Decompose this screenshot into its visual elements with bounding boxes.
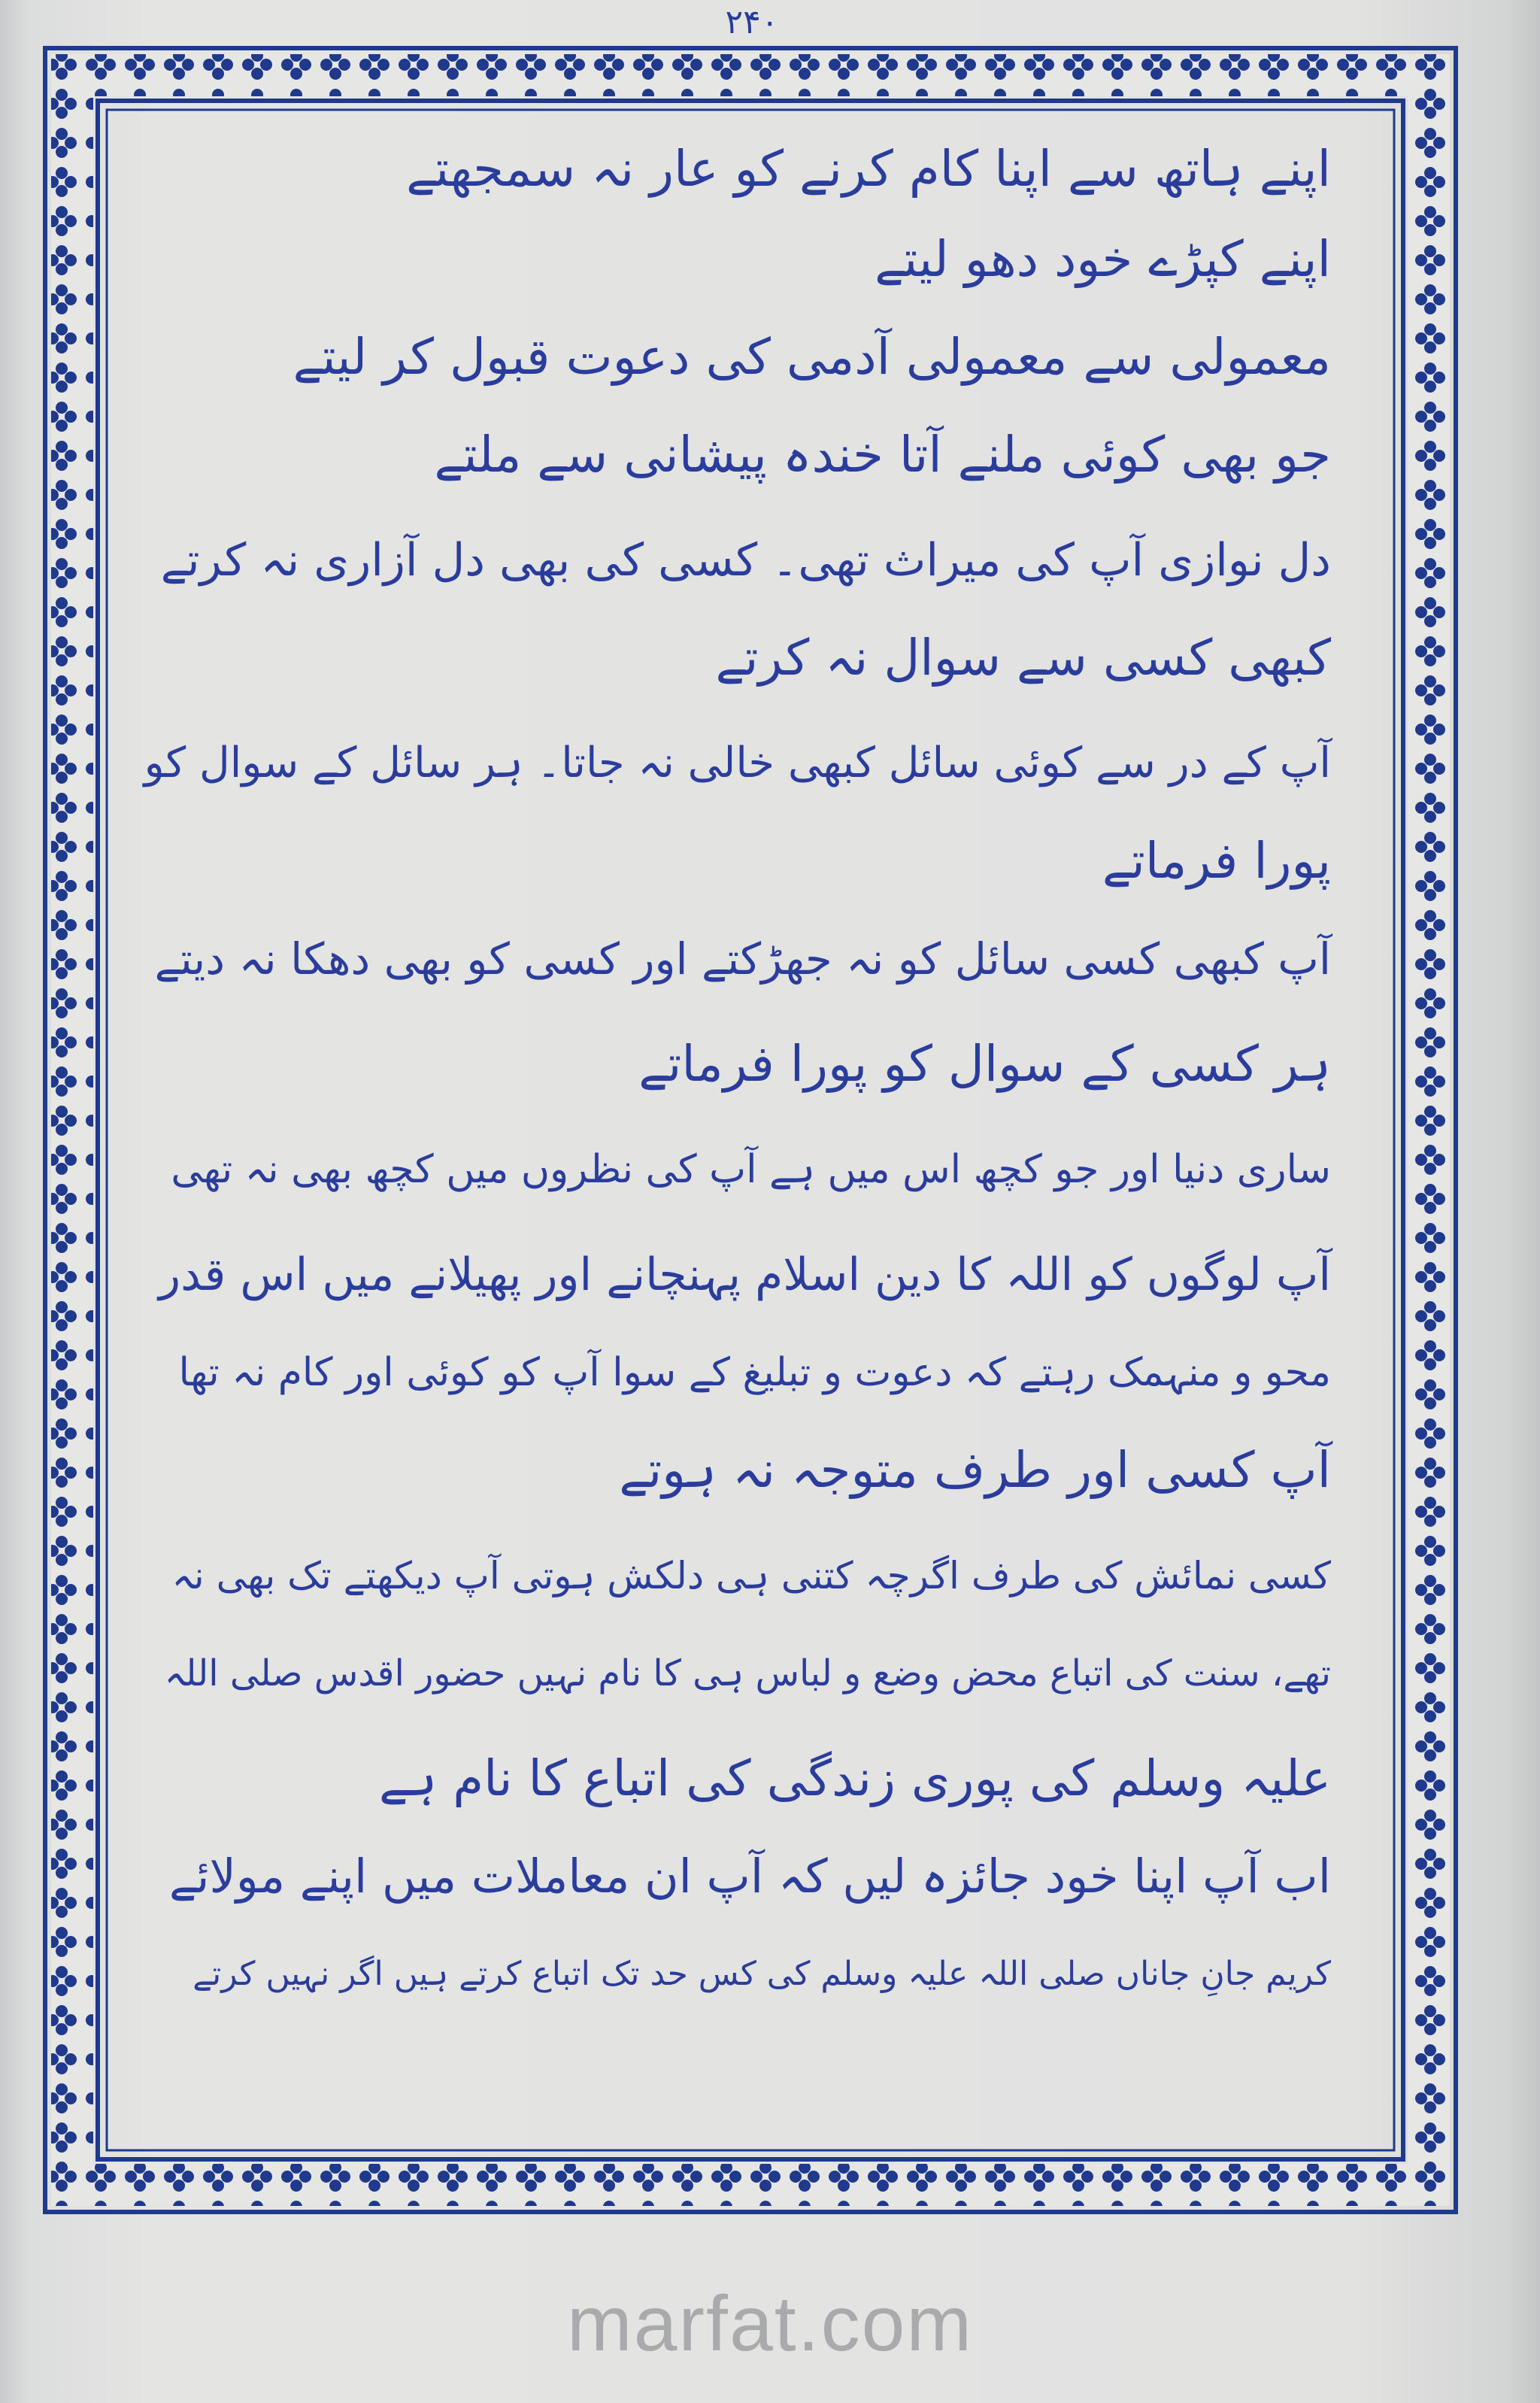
text-line: آپ کسی اور طرف متوجہ نہ ہوتے [619,1441,1331,1499]
text-line: جو بھی کوئی ملنے آتا خندہ پیشانی سے ملتے [434,426,1331,484]
text-line: آپ کے در سے کوئی سائل کبھی خالی نہ جاتا۔ ہر سائل کے سوال کو [144,739,1331,787]
text-line: معمولی سے معمولی آدمی کی دعوت قبول کر لیتے [293,328,1331,386]
text-line: اپنے ہاتھ سے اپنا کام کرنے کو عار نہ سمجھتے [406,140,1331,198]
text-line: کسی نمائش کی طرف اگرچہ کتنی ہی دلکش ہوتی آپ دیکھتے تک بھی نہ [171,1554,1331,1597]
text-line: علیہ وسلم کی پوری زندگی کی اتباع کا نام ہے [378,1749,1331,1807]
text-line: آپ لوگوں کو اللہ کا دین اسلام پہنچانے اور پھیلانے میں اس قدر [159,1249,1331,1301]
page-number: ۲۴۰ [725,3,779,41]
text-line: ہر کسی کے سوال کو پورا فرماتے [638,1035,1331,1093]
text-line: پورا فرماتے [1102,832,1331,890]
text-line: تھے، سنت کی اتباع محض وضع و لباس ہی کا نام نہیں حضور اقدس صلی اللہ [164,1652,1331,1695]
text-line: محو و منہمک رہتے کہ دعوت و تبلیغ کے سوا آپ کو کوئی اور کام نہ تھا [178,1350,1331,1395]
text-line: اب آپ اپنا خود جائزہ لیں کہ آپ ان معاملات میں اپنے مولائے [168,1849,1331,1904]
text-line: کبھی کسی سے سوال نہ کرتے [715,629,1331,687]
watermark: marfat.com [566,2280,974,2368]
text-line: ساری دنیا اور جو کچھ اس میں ہے آپ کی نظروں میں کچھ بھی نہ تھی [171,1147,1331,1192]
text-line: آپ کبھی کسی سائل کو نہ جھڑکتے اور کسی کو بھی دھکا نہ دیتے [154,933,1331,985]
body-text [143,135,1331,2091]
text-line: کریم جانِ جاناں صلی اللہ علیہ وسلم کی کس حد تک اتباع کرتے ہیں اگر نہیں کرتے [192,1955,1331,1993]
text-line: دل نوازی آپ کی میراث تھی۔ کسی کی بھی دل آزاری نہ کرتے [160,534,1331,587]
text-line: اپنے کپڑے خود دھو لیتے [875,230,1331,288]
